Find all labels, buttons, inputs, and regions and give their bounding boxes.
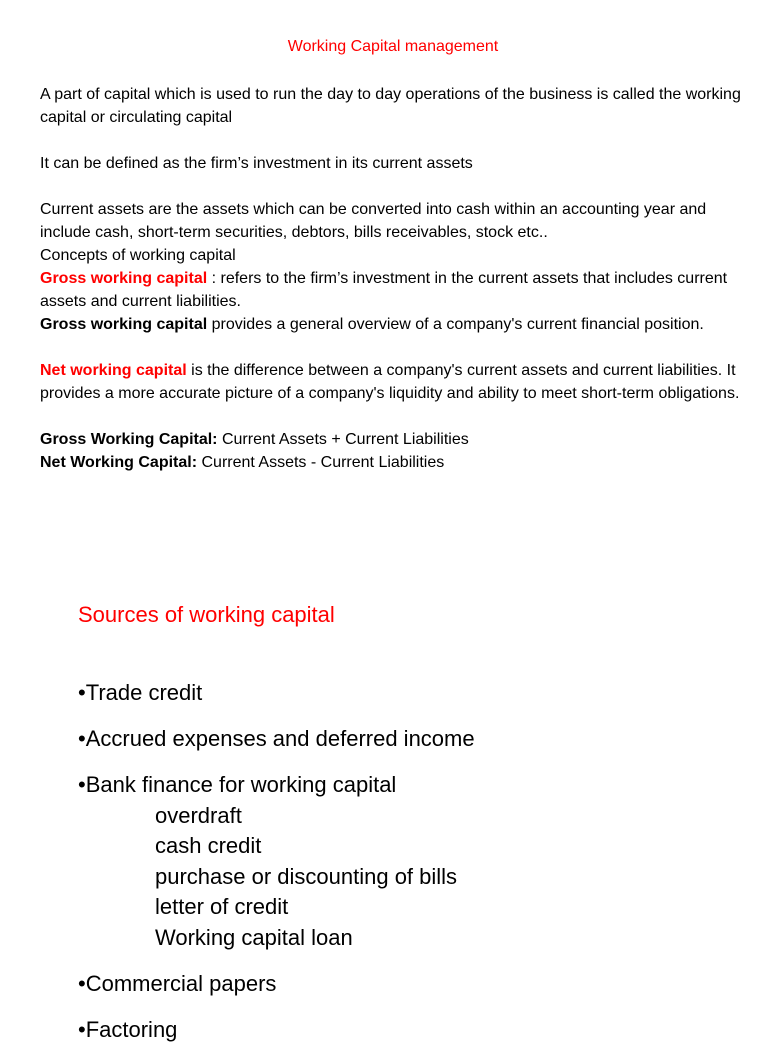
gross-working-capital-definition [40,267,752,313]
sources-list [78,678,475,1045]
bank-finance-sub-list [78,801,475,954]
bank-sub-item-discounting-bills: purchase or discounting of bills [155,862,475,893]
intro-paragraph-definition: A part of capital which is used to run the day to day operations of the business is called the working capital or circulating capital [40,83,752,129]
intro-paragraph-investment: It can be defined as the firm’s investment in its current assets [40,152,752,175]
concepts-heading: Concepts of working capital [40,244,752,267]
intro-paragraph-current-assets: Current assets are the assets which can be converted into cash within an accounting year and include cash, short-term securities, debtors, bills receivables, stock etc.. [40,198,752,244]
sources-heading: Sources of working capital [78,602,335,628]
net-working-capital-definition [40,359,752,405]
gross-working-capital-overview [40,313,752,336]
gross-working-capital-text: : refers to the firm’s investment in the current assets that includes current assets and current liabilities. [40,270,727,310]
gross-formula [40,428,752,451]
source-item-accrued-expenses: •Accrued expenses and deferred income [78,724,475,755]
gross-working-capital-term-2: Gross working capital [40,316,207,333]
bank-sub-item-working-capital-loan: Working capital loan [155,923,475,954]
net-formula [40,451,752,474]
gross-working-capital-overview-text: provides a general overview of a company's current financial position. [207,316,704,333]
net-formula-value: Current Assets - Current Liabilities [197,454,444,471]
bank-sub-item-letter-of-credit: letter of credit [155,892,475,923]
source-item-factoring: •Factoring [78,1015,475,1045]
bank-sub-item-cash-credit: cash credit [155,831,475,862]
net-formula-label: Net Working Capital: [40,454,197,471]
gross-formula-label: Gross Working Capital: [40,431,218,448]
source-item-bank-finance-label: •Bank finance for working capital [78,770,475,801]
net-working-capital-text: is the difference between a company's current assets and current liabilities. It provides a more accurate picture of a company's liquidity and ability to meet short-term obligations. [40,362,739,402]
source-item-commercial-papers: •Commercial papers [78,969,475,1000]
gross-formula-value: Current Assets + Current Liabilities [218,431,469,448]
page-title: Working Capital management [0,38,768,56]
intro-section [40,83,752,474]
gross-working-capital-term: Gross working capital [40,270,207,287]
bank-sub-item-overdraft: overdraft [155,801,475,832]
source-item-bank-finance [78,770,475,953]
net-working-capital-term: Net working capital [40,362,187,379]
source-item-trade-credit: •Trade credit [78,678,475,709]
